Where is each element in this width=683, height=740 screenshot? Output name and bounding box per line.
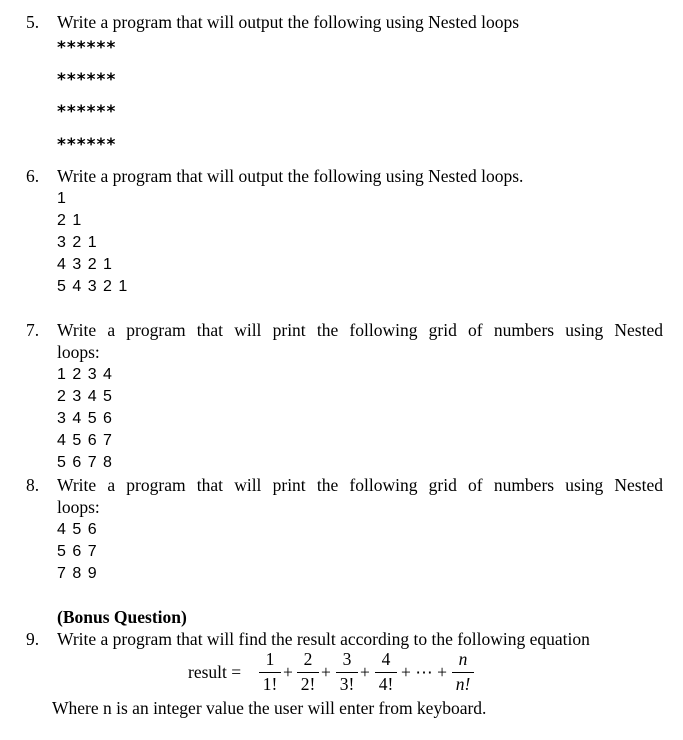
q8-number: 8. <box>26 475 40 495</box>
q5-row-2: ****** <box>57 70 117 90</box>
fraction-2-bar <box>297 672 319 673</box>
fraction-n <box>450 651 476 693</box>
q8-row-2: 5 6 7 <box>57 543 98 560</box>
q7-row-1: 1 2 3 4 <box>57 366 113 383</box>
fraction-4-bar <box>375 672 397 673</box>
q8-text: Write a program that will print the following grid of numbers using Nested <box>57 475 663 495</box>
fraction-2-numerator: 2 <box>303 649 313 669</box>
q8-row-1: 4 5 6 <box>57 521 98 538</box>
plus-2: + <box>321 662 331 682</box>
q9-note: Where n is an integer value the user will enter from keyboard. <box>52 698 487 718</box>
q7-row-2: 2 3 4 5 <box>57 388 113 405</box>
q6-number: 6. <box>26 166 40 186</box>
fraction-2 <box>295 651 321 693</box>
q7-number: 7. <box>26 320 40 340</box>
fraction-n-bar <box>452 672 474 673</box>
fraction-3 <box>334 651 360 693</box>
q5-row-1: ****** <box>57 38 117 58</box>
fraction-1-denominator: 1! <box>262 673 278 694</box>
plus-3: + <box>360 662 370 682</box>
q6-row-3: 3 2 1 <box>57 234 98 251</box>
q9-text: Write a program that will find the result according to the following equation <box>57 629 590 649</box>
fraction-n-denominator: n! <box>455 673 471 694</box>
fraction-3-bar <box>336 672 358 673</box>
fraction-1-bar <box>259 672 281 673</box>
q6-row-2: 2 1 <box>57 212 83 229</box>
fraction-n-numerator: n <box>458 649 468 669</box>
q5-row-3: ****** <box>57 102 117 122</box>
q5-row-4: ****** <box>57 135 117 155</box>
q7-text: Write a program that will print the following grid of numbers using Nested <box>57 320 663 340</box>
bonus-label: (Bonus Question) <box>57 607 187 627</box>
fraction-1 <box>257 651 283 693</box>
ellipsis: + ⋯ + <box>401 662 447 682</box>
q7-row-3: 3 4 5 6 <box>57 410 113 427</box>
equation-lhs: result = <box>188 662 242 682</box>
q5-number: 5. <box>26 12 40 32</box>
q8-text-cont: loops: <box>57 497 100 517</box>
q7-row-4: 4 5 6 7 <box>57 432 113 449</box>
q7-text-cont: loops: <box>57 342 100 362</box>
q8-row-3: 7 8 9 <box>57 565 98 582</box>
q6-row-1: 1 <box>57 190 67 207</box>
fraction-2-denominator: 2! <box>300 673 316 694</box>
q5-text: Write a program that will output the following using Nested loops <box>57 12 519 32</box>
fraction-4-denominator: 4! <box>378 673 394 694</box>
q6-row-4: 4 3 2 1 <box>57 256 113 273</box>
fraction-4 <box>373 651 399 693</box>
q7-row-5: 5 6 7 8 <box>57 454 113 471</box>
fraction-1-numerator: 1 <box>265 649 275 669</box>
fraction-4-numerator: 4 <box>381 649 391 669</box>
plus-1: + <box>283 662 293 682</box>
fraction-3-numerator: 3 <box>342 649 352 669</box>
fraction-3-denominator: 3! <box>339 673 355 694</box>
q6-row-5: 5 4 3 2 1 <box>57 278 129 295</box>
q6-text: Write a program that will output the following using Nested loops. <box>57 166 524 186</box>
q9-number: 9. <box>26 629 40 649</box>
